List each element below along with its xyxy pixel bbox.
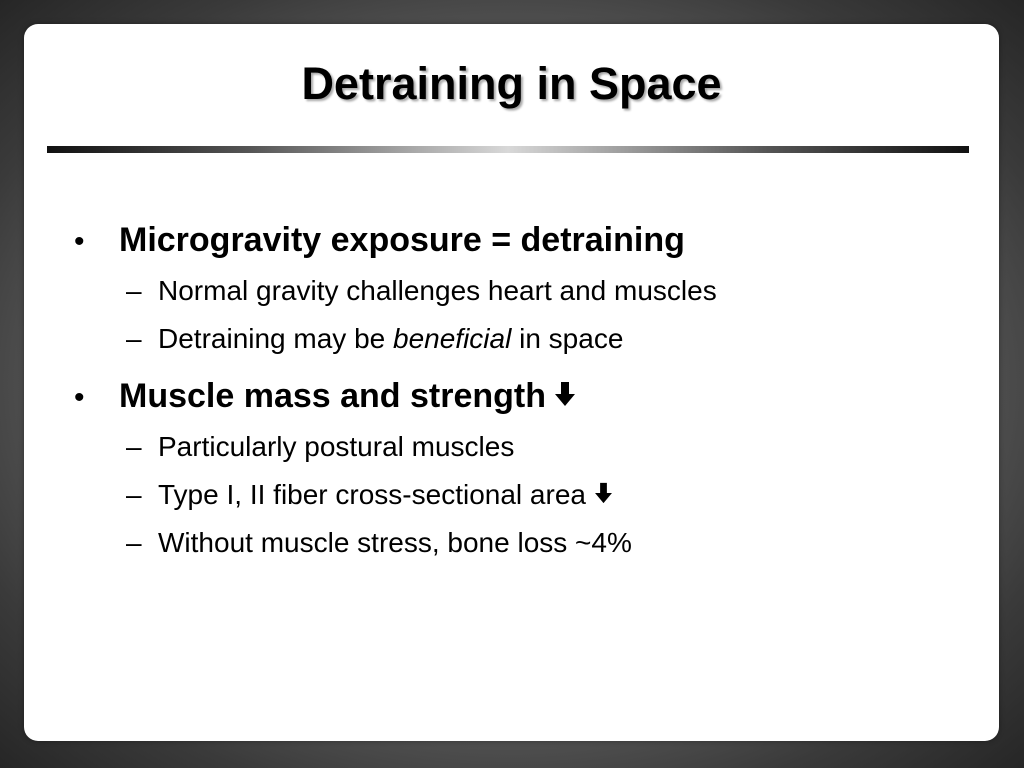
bullet-group-2 bbox=[68, 376, 968, 560]
sub-bullet-text: Type I, II fiber cross-sectional area bbox=[158, 479, 586, 510]
sub-bullet-marker: – bbox=[126, 479, 142, 510]
sub-bullet-item bbox=[68, 430, 968, 464]
sub-bullet-text: Particularly postural muscles bbox=[158, 431, 515, 462]
bullet-marker: • bbox=[74, 225, 85, 258]
sub-bullet-item bbox=[68, 322, 968, 356]
bullet-text: Muscle mass and strength bbox=[119, 377, 547, 415]
bullet-item bbox=[68, 220, 968, 262]
sub-bullet-item bbox=[68, 526, 968, 560]
sub-bullet-text: Without muscle stress, bone loss ~4% bbox=[158, 527, 632, 558]
sub-bullet-marker: – bbox=[126, 323, 142, 354]
sub-bullet-marker: – bbox=[126, 527, 142, 558]
slide bbox=[24, 24, 999, 741]
sub-bullet-text: Normal gravity challenges heart and muscles bbox=[158, 275, 717, 306]
bullet-group-1 bbox=[68, 220, 968, 356]
down-arrow-icon bbox=[554, 381, 576, 407]
title-divider bbox=[47, 146, 969, 153]
sub-bullet-marker: – bbox=[126, 431, 142, 462]
bullet-text: Microgravity exposure = detraining bbox=[119, 221, 685, 259]
sub-bullet-item bbox=[68, 274, 968, 308]
bullet-item bbox=[68, 376, 968, 418]
slide-title: Detraining in Space bbox=[301, 58, 722, 109]
sub-bullet-text-before: Detraining may be bbox=[158, 323, 394, 354]
sub-bullet-marker: – bbox=[126, 275, 142, 306]
sub-bullet-item bbox=[68, 478, 968, 512]
slide-content bbox=[68, 220, 968, 560]
sub-bullet-text bbox=[158, 322, 623, 356]
sub-bullet-text-after: in space bbox=[511, 323, 624, 354]
emphasis-text: beneficial bbox=[393, 323, 512, 354]
down-arrow-icon bbox=[594, 482, 613, 504]
bullet-marker: • bbox=[74, 381, 85, 414]
